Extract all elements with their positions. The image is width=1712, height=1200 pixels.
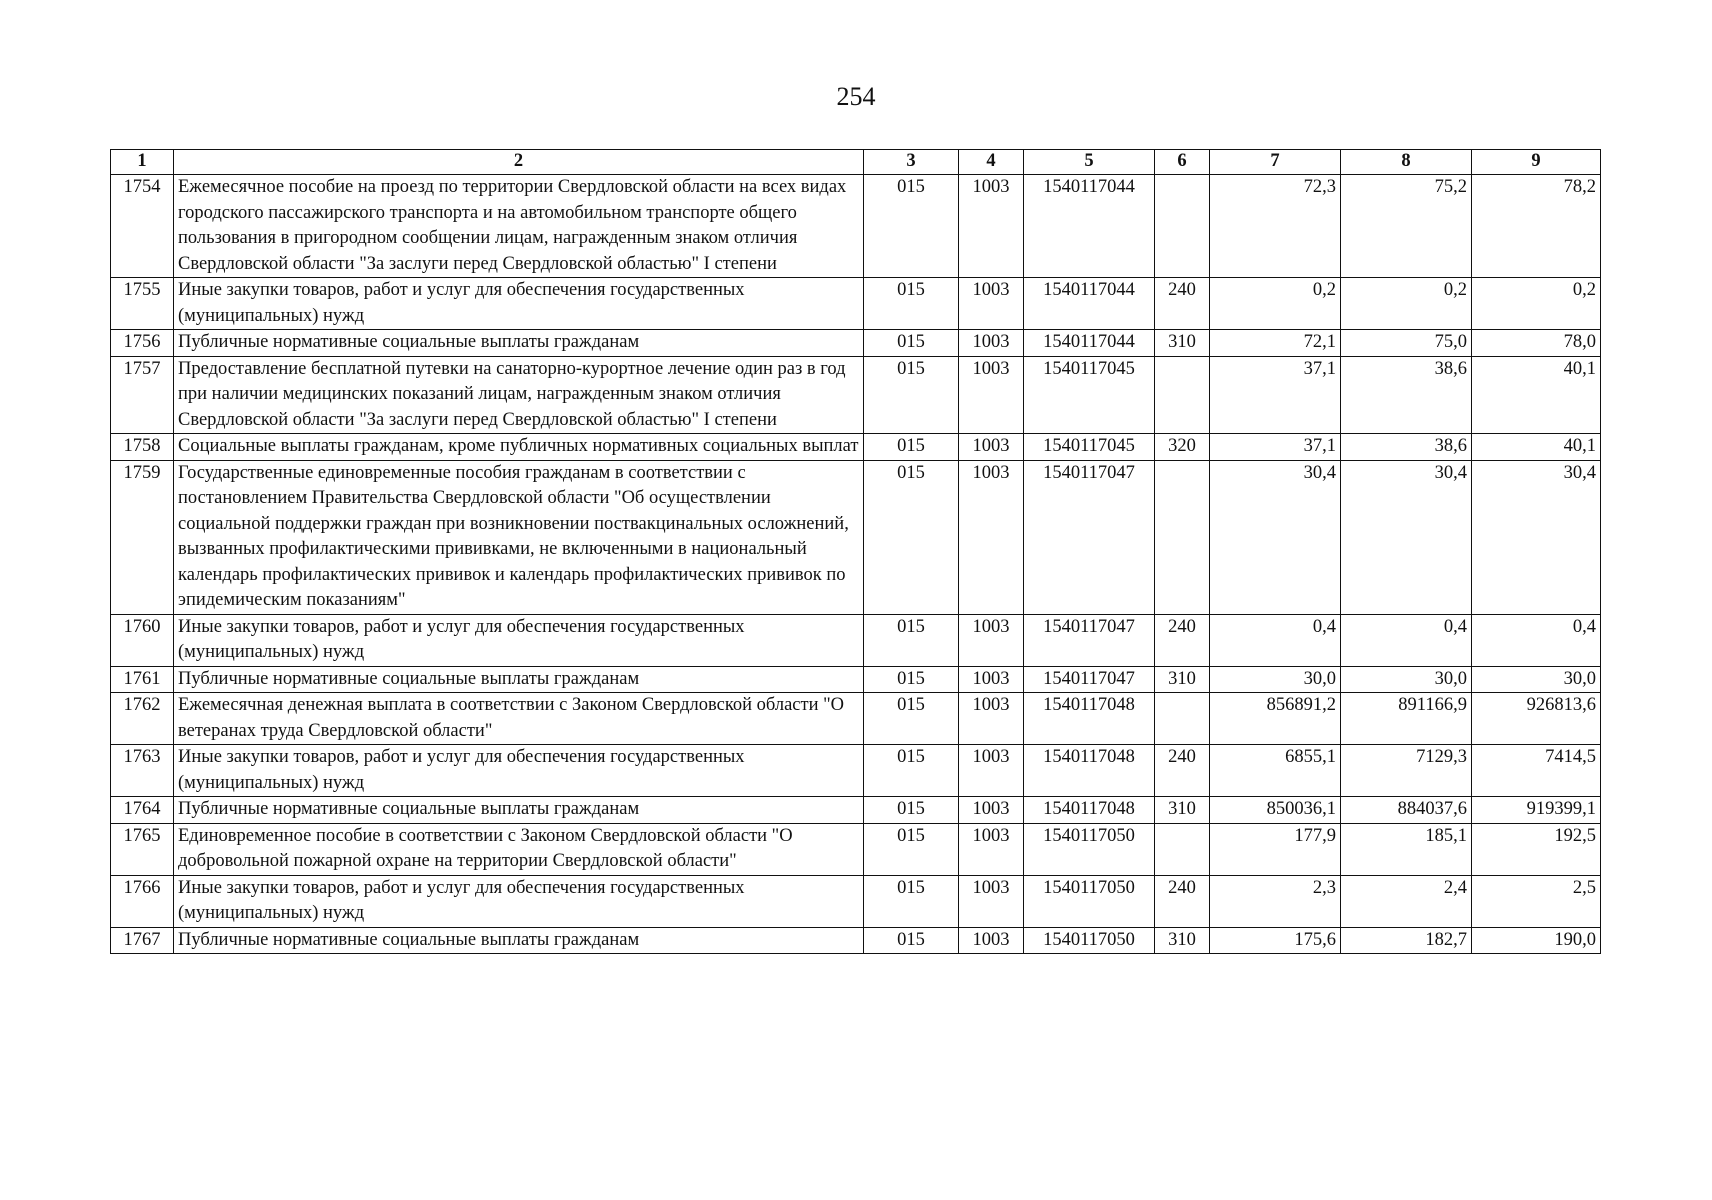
row-number: 1762 xyxy=(111,693,174,745)
row-number: 1761 xyxy=(111,666,174,693)
amount-year-3: 40,1 xyxy=(1472,356,1601,434)
row-number: 1754 xyxy=(111,175,174,278)
section-code: 1003 xyxy=(959,278,1024,330)
target-article-code: 1540117047 xyxy=(1024,460,1155,614)
row-number: 1767 xyxy=(111,927,174,954)
header-cell: 7 xyxy=(1210,150,1341,175)
amount-year-1: 850036,1 xyxy=(1210,797,1341,824)
header-cell: 4 xyxy=(959,150,1024,175)
row-number: 1760 xyxy=(111,614,174,666)
row-description: Публичные нормативные социальные выплаты гражданам xyxy=(174,330,864,357)
expense-type-code: 320 xyxy=(1155,434,1210,461)
row-description: Социальные выплаты гражданам, кроме публичных нормативных социальных выплат xyxy=(174,434,864,461)
amount-year-2: 182,7 xyxy=(1341,927,1472,954)
section-code: 1003 xyxy=(959,823,1024,875)
target-article-code: 1540117048 xyxy=(1024,693,1155,745)
amount-year-3: 40,1 xyxy=(1472,434,1601,461)
table-row xyxy=(111,927,1601,954)
target-article-code: 1540117044 xyxy=(1024,278,1155,330)
ministry-code: 015 xyxy=(864,875,959,927)
amount-year-1: 30,4 xyxy=(1210,460,1341,614)
row-number: 1756 xyxy=(111,330,174,357)
table-row xyxy=(111,693,1601,745)
section-code: 1003 xyxy=(959,927,1024,954)
amount-year-3: 7414,5 xyxy=(1472,745,1601,797)
expense-type-code: 310 xyxy=(1155,797,1210,824)
target-article-code: 1540117045 xyxy=(1024,434,1155,461)
row-number: 1765 xyxy=(111,823,174,875)
target-article-code: 1540117048 xyxy=(1024,797,1155,824)
amount-year-1: 6855,1 xyxy=(1210,745,1341,797)
amount-year-2: 0,4 xyxy=(1341,614,1472,666)
expense-type-code: 240 xyxy=(1155,278,1210,330)
section-code: 1003 xyxy=(959,356,1024,434)
table-header xyxy=(111,150,1601,175)
amount-year-2: 7129,3 xyxy=(1341,745,1472,797)
ministry-code: 015 xyxy=(864,666,959,693)
header-cell: 9 xyxy=(1472,150,1601,175)
expense-type-code xyxy=(1155,823,1210,875)
amount-year-3: 190,0 xyxy=(1472,927,1601,954)
row-number: 1764 xyxy=(111,797,174,824)
amount-year-3: 2,5 xyxy=(1472,875,1601,927)
ministry-code: 015 xyxy=(864,175,959,278)
amount-year-1: 37,1 xyxy=(1210,434,1341,461)
amount-year-1: 0,4 xyxy=(1210,614,1341,666)
header-cell: 5 xyxy=(1024,150,1155,175)
table-row xyxy=(111,460,1601,614)
amount-year-2: 75,2 xyxy=(1341,175,1472,278)
ministry-code: 015 xyxy=(864,278,959,330)
row-description: Единовременное пособие в соответствии с Законом Свердловской области "О добровольной пожарной охране на территории Свердловской области" xyxy=(174,823,864,875)
target-article-code: 1540117045 xyxy=(1024,356,1155,434)
table-body xyxy=(111,175,1601,954)
target-article-code: 1540117050 xyxy=(1024,823,1155,875)
expense-type-code xyxy=(1155,460,1210,614)
amount-year-2: 891166,9 xyxy=(1341,693,1472,745)
expense-type-code: 240 xyxy=(1155,614,1210,666)
row-description: Предоставление бесплатной путевки на санаторно-курортное лечение один раз в год при наличии медицинских показаний лицам, награжденным знаком отличия Свердловской области "За заслуги перед Свердловской областью" I степени xyxy=(174,356,864,434)
header-row xyxy=(111,150,1601,175)
ministry-code: 015 xyxy=(864,927,959,954)
target-article-code: 1540117050 xyxy=(1024,875,1155,927)
header-cell: 3 xyxy=(864,150,959,175)
table-row xyxy=(111,666,1601,693)
budget-table xyxy=(110,149,1601,954)
amount-year-1: 37,1 xyxy=(1210,356,1341,434)
row-number: 1759 xyxy=(111,460,174,614)
expense-type-code xyxy=(1155,356,1210,434)
section-code: 1003 xyxy=(959,460,1024,614)
row-description: Иные закупки товаров, работ и услуг для обеспечения государственных (муниципальных) нужд xyxy=(174,745,864,797)
amount-year-1: 2,3 xyxy=(1210,875,1341,927)
ministry-code: 015 xyxy=(864,693,959,745)
amount-year-1: 30,0 xyxy=(1210,666,1341,693)
header-cell: 2 xyxy=(174,150,864,175)
amount-year-1: 72,1 xyxy=(1210,330,1341,357)
amount-year-3: 30,4 xyxy=(1472,460,1601,614)
table-row xyxy=(111,797,1601,824)
section-code: 1003 xyxy=(959,666,1024,693)
expense-type-code: 240 xyxy=(1155,875,1210,927)
ministry-code: 015 xyxy=(864,356,959,434)
expense-type-code: 240 xyxy=(1155,745,1210,797)
expense-type-code xyxy=(1155,693,1210,745)
row-number: 1758 xyxy=(111,434,174,461)
header-cell: 1 xyxy=(111,150,174,175)
expense-type-code xyxy=(1155,175,1210,278)
header-cell: 8 xyxy=(1341,150,1472,175)
section-code: 1003 xyxy=(959,434,1024,461)
section-code: 1003 xyxy=(959,875,1024,927)
amount-year-1: 856891,2 xyxy=(1210,693,1341,745)
row-description: Иные закупки товаров, работ и услуг для обеспечения государственных (муниципальных) нужд xyxy=(174,875,864,927)
amount-year-1: 72,3 xyxy=(1210,175,1341,278)
amount-year-3: 0,4 xyxy=(1472,614,1601,666)
table-row xyxy=(111,434,1601,461)
expense-type-code: 310 xyxy=(1155,927,1210,954)
amount-year-1: 175,6 xyxy=(1210,927,1341,954)
amount-year-2: 0,2 xyxy=(1341,278,1472,330)
target-article-code: 1540117044 xyxy=(1024,175,1155,278)
target-article-code: 1540117047 xyxy=(1024,666,1155,693)
amount-year-2: 38,6 xyxy=(1341,434,1472,461)
amount-year-3: 919399,1 xyxy=(1472,797,1601,824)
target-article-code: 1540117044 xyxy=(1024,330,1155,357)
table-row xyxy=(111,278,1601,330)
section-code: 1003 xyxy=(959,797,1024,824)
amount-year-2: 38,6 xyxy=(1341,356,1472,434)
row-description: Ежемесячная денежная выплата в соответствии с Законом Свердловской области "О ветеранах труда Свердловской области" xyxy=(174,693,864,745)
row-description: Публичные нормативные социальные выплаты гражданам xyxy=(174,927,864,954)
amount-year-2: 884037,6 xyxy=(1341,797,1472,824)
row-number: 1755 xyxy=(111,278,174,330)
table-row xyxy=(111,875,1601,927)
amount-year-3: 78,0 xyxy=(1472,330,1601,357)
header-cell: 6 xyxy=(1155,150,1210,175)
amount-year-3: 30,0 xyxy=(1472,666,1601,693)
ministry-code: 015 xyxy=(864,823,959,875)
row-description: Иные закупки товаров, работ и услуг для обеспечения государственных (муниципальных) нужд xyxy=(174,614,864,666)
row-description: Государственные единовременные пособия гражданам в соответствии с постановлением Правительства Свердловской области "Об осуществлении социальной поддержки граждан при возникновении поствакцинальных осложнений, вызванных профилактическими прививками, не включенными в национальный календарь профилактических прививок и календарь профилактических прививок по эпидемическим показаниям" xyxy=(174,460,864,614)
table-row xyxy=(111,745,1601,797)
amount-year-2: 75,0 xyxy=(1341,330,1472,357)
row-description: Иные закупки товаров, работ и услуг для обеспечения государственных (муниципальных) нужд xyxy=(174,278,864,330)
amount-year-3: 0,2 xyxy=(1472,278,1601,330)
section-code: 1003 xyxy=(959,175,1024,278)
row-number: 1766 xyxy=(111,875,174,927)
ministry-code: 015 xyxy=(864,434,959,461)
page-number: 254 xyxy=(836,82,876,111)
amount-year-1: 177,9 xyxy=(1210,823,1341,875)
amount-year-2: 30,0 xyxy=(1341,666,1472,693)
amount-year-3: 78,2 xyxy=(1472,175,1601,278)
amount-year-1: 0,2 xyxy=(1210,278,1341,330)
section-code: 1003 xyxy=(959,330,1024,357)
expense-type-code: 310 xyxy=(1155,666,1210,693)
ministry-code: 015 xyxy=(864,614,959,666)
amount-year-3: 192,5 xyxy=(1472,823,1601,875)
row-number: 1763 xyxy=(111,745,174,797)
row-number: 1757 xyxy=(111,356,174,434)
target-article-code: 1540117050 xyxy=(1024,927,1155,954)
ministry-code: 015 xyxy=(864,797,959,824)
target-article-code: 1540117048 xyxy=(1024,745,1155,797)
target-article-code: 1540117047 xyxy=(1024,614,1155,666)
table-row xyxy=(111,330,1601,357)
amount-year-3: 926813,6 xyxy=(1472,693,1601,745)
amount-year-2: 2,4 xyxy=(1341,875,1472,927)
section-code: 1003 xyxy=(959,614,1024,666)
expense-type-code: 310 xyxy=(1155,330,1210,357)
table-row xyxy=(111,614,1601,666)
table-row xyxy=(111,356,1601,434)
section-code: 1003 xyxy=(959,693,1024,745)
row-description: Ежемесячное пособие на проезд по территории Свердловской области на всех видах городского пассажирского транспорта и на автомобильном транспорте общего пользования в пригородном сообщении лицам, награжденным знаком отличия Свердловской области "За заслуги перед Свердловской областью" I степени xyxy=(174,175,864,278)
ministry-code: 015 xyxy=(864,330,959,357)
table-row xyxy=(111,175,1601,278)
amount-year-2: 185,1 xyxy=(1341,823,1472,875)
ministry-code: 015 xyxy=(864,745,959,797)
table-row xyxy=(111,823,1601,875)
amount-year-2: 30,4 xyxy=(1341,460,1472,614)
row-description: Публичные нормативные социальные выплаты гражданам xyxy=(174,666,864,693)
ministry-code: 015 xyxy=(864,460,959,614)
row-description: Публичные нормативные социальные выплаты гражданам xyxy=(174,797,864,824)
section-code: 1003 xyxy=(959,745,1024,797)
